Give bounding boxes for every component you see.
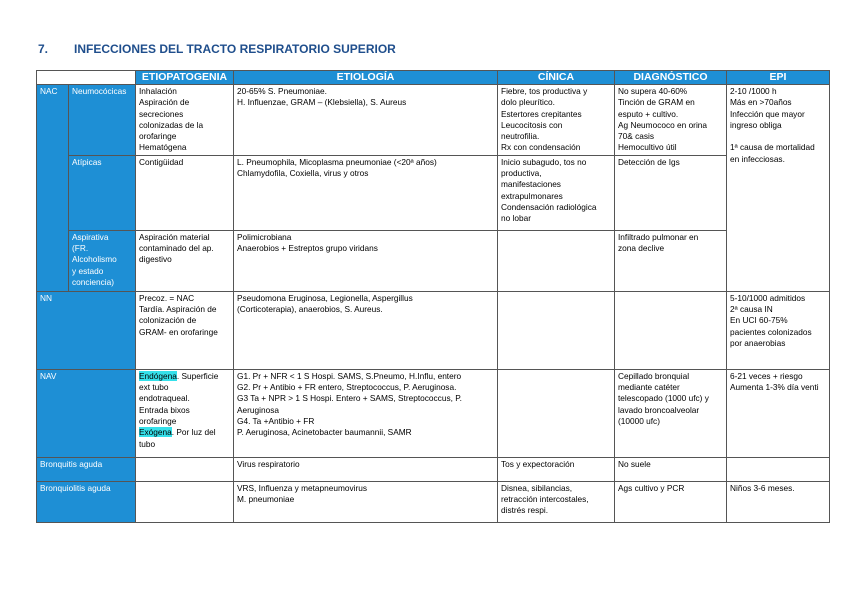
header-epi: EPI	[727, 71, 830, 85]
text-line: ingreso obliga	[730, 119, 782, 130]
text-line: pacientes colonizados	[730, 326, 812, 337]
text-line: por anaerobias	[730, 337, 786, 348]
text-line: (FR.	[72, 243, 89, 254]
text-line: Tinción de GRAM en	[618, 97, 695, 108]
text-line	[730, 131, 826, 142]
text-line: zona declive	[618, 243, 665, 254]
text-line: colonizadas de la	[139, 119, 204, 130]
cell-epi	[727, 481, 830, 522]
text-line: ext tubo	[139, 382, 169, 393]
header-diagnostico: DIAGNÓSTICO	[615, 71, 727, 85]
text-line: Fiebre, tos productiva y	[501, 86, 588, 96]
text-line: Inhalación	[139, 86, 177, 96]
cell-clinica	[498, 155, 615, 230]
text-line: orofaringe	[139, 131, 177, 142]
text-line: secreciones	[139, 108, 184, 119]
text-line: Pseudomona Eruginosa, Legionella, Aspergillus	[237, 292, 413, 303]
text-line: conciencia)	[72, 276, 114, 287]
text-line: L. Pneumophila, Micoplasma pneumoniae (<20ª años)	[237, 156, 437, 167]
cell-etiopatogenia	[136, 230, 234, 291]
row-bronquitis	[37, 457, 830, 481]
text-line: productiva,	[501, 168, 542, 179]
endogena-rest: . Superficie	[176, 370, 219, 381]
cell-diagnostico	[615, 85, 727, 156]
section-heading	[38, 42, 396, 56]
text-line: G3 Ta + NPR > 1 S Hospi. Entero + SAMS, Streptococcus, P.	[237, 393, 462, 404]
endogena-line	[139, 371, 230, 382]
cell-etiologia	[234, 291, 498, 369]
text-line: M. pneumoniae	[237, 494, 295, 505]
text-line: Tos y expectoración	[501, 458, 575, 469]
text-line: mediante catéter	[618, 382, 680, 393]
text-line: Aspiración de	[139, 97, 190, 108]
text-line: Chlamydofila, Coxiella, virus y otros	[237, 168, 369, 179]
cell-etiopatogenia	[136, 457, 234, 481]
text-line: Detección de Igs	[618, 156, 680, 167]
header-clinica: CÍNICA	[498, 71, 615, 85]
text-line: P. Aeruginosa, Acinetobacter baumannii, SAMR	[237, 427, 412, 438]
text-line: en infecciosas.	[730, 153, 785, 164]
section-title: INFECCIONES DEL TRACTO RESPIRATORIO SUPERIOR	[74, 42, 396, 56]
text-line: Cepillado bronquial	[618, 370, 690, 381]
text-line: no lobar	[501, 213, 531, 224]
text-line: Precoz. = NAC	[139, 292, 195, 303]
cell-epi	[727, 457, 830, 481]
exogena-line	[139, 427, 230, 438]
cell-diagnostico	[615, 291, 727, 369]
cell-etiologia	[234, 369, 498, 457]
text-line: y estado	[72, 265, 104, 276]
text-line: Virus respiratorio	[237, 458, 300, 469]
cell-etiologia	[234, 155, 498, 230]
text-line: Polimicrobiana	[237, 231, 292, 242]
section-number: 7.	[38, 42, 49, 56]
text-line: Niños 3-6 meses.	[730, 482, 795, 493]
text-line: Rx con condensación	[501, 142, 581, 153]
text-line: Más en >70años	[730, 97, 792, 108]
text-line: Aeruginosa	[237, 404, 279, 415]
text-line: Inicio subagudo, tos no	[501, 156, 587, 167]
cell-etiopatogenia	[136, 481, 234, 522]
row-nav	[37, 369, 830, 457]
cell-diagnostico	[615, 457, 727, 481]
cell-epi-nac	[727, 85, 830, 292]
text-line: G4. Ta +Antibio + FR	[237, 415, 315, 426]
row-nac-atipicas	[37, 155, 830, 230]
text-line: esputo + cultivo.	[618, 108, 679, 119]
text-line: Entrada bixos	[139, 404, 190, 415]
text-line: extrapulmonares	[501, 190, 563, 201]
text-line: H. Influenzae, GRAM – (Klebsiella), S. Aureus	[237, 97, 407, 108]
text-line: Disnea, sibilancias,	[501, 482, 573, 493]
row-nn	[37, 291, 830, 369]
cell-etiologia	[234, 481, 498, 522]
text-line: Hemocultivo útil	[618, 142, 677, 153]
text-line: telescopado (1000 ufc) y	[618, 393, 709, 404]
text-line: Alcoholismo	[72, 254, 117, 265]
cell-etiopatogenia	[136, 85, 234, 156]
cell-clinica	[498, 291, 615, 369]
text-line: No supera 40-60%	[618, 86, 688, 96]
text-line: lavado broncoalveolar	[618, 404, 700, 415]
text-line: Condensación radiológica	[501, 201, 597, 212]
text-line: contaminado del ap.	[139, 243, 214, 254]
endogena-highlight: Endógena	[139, 370, 177, 381]
text-line: 6-21 veces + riesgo	[730, 370, 803, 381]
text-line: Ags cultivo y PCR	[618, 482, 685, 493]
text-line: Aumenta 1-3% día venti	[730, 382, 819, 393]
cell-epi	[727, 291, 830, 369]
text-line: Contigüidad	[139, 156, 184, 167]
cell-clinica	[498, 481, 615, 522]
text-line: Infección que mayor	[730, 108, 805, 119]
cell-clinica	[498, 85, 615, 156]
infections-table	[36, 70, 830, 523]
row-nac-aspirativa	[37, 230, 830, 291]
text-line: Hematógena	[139, 142, 187, 153]
text-line: (Corticoterapia), anaerobios, S. Aureus.	[237, 304, 383, 315]
exogena-rest: . Por luz del	[171, 427, 216, 438]
text-line: dolo pleurítico.	[501, 97, 555, 108]
text-line: 70& casis	[618, 131, 654, 142]
text-line: Ag Neumococo en orina	[618, 119, 708, 130]
text-line: colonización de	[139, 315, 197, 326]
cell-clinica	[498, 230, 615, 291]
cell-etiopatogenia	[136, 155, 234, 230]
header-etiopatogenia: ETIOPATOGENIA	[136, 71, 234, 85]
cell-clinica	[498, 369, 615, 457]
group-bronquiolitis: Bronquiolitis aguda	[37, 481, 136, 522]
text-line: Aspirativa	[72, 231, 109, 242]
text-line: manifestaciones	[501, 179, 561, 190]
cell-etiologia	[234, 457, 498, 481]
header-etiologia: ETIOLOGÍA	[234, 71, 498, 85]
cell-etiologia	[234, 230, 498, 291]
row-bronquiolitis	[37, 481, 830, 522]
text-line: Estertores crepitantes	[501, 108, 582, 119]
exogena-last-line: tubo	[139, 438, 156, 449]
cell-diagnostico	[615, 230, 727, 291]
text-line: retracción intercostales,	[501, 494, 589, 505]
exogena-highlight: Exógena	[139, 427, 172, 438]
header-row	[37, 71, 830, 85]
text-line: Leucocitosis con	[501, 119, 563, 130]
group-nav: NAV	[37, 369, 136, 457]
cell-etiopatogenia	[136, 291, 234, 369]
text-line: Infiltrado pulmonar en	[618, 231, 699, 242]
text-line: No suele	[618, 458, 651, 469]
cell-clinica	[498, 457, 615, 481]
text-line: GRAM- en orofaringe	[139, 326, 218, 337]
text-line: neutrofilia.	[501, 131, 540, 142]
group-nn: NN	[37, 291, 136, 369]
text-line: (10000 ufc)	[618, 415, 660, 426]
text-line: digestivo	[139, 254, 172, 265]
group-nac: NAC	[37, 85, 69, 292]
text-line: 1ª causa de mortalidad	[730, 142, 815, 153]
cell-etiologia	[234, 85, 498, 156]
text-line: 2-10 /1000 h	[730, 86, 777, 96]
text-line: G1. Pr + NFR < 1 S Hospi. SAMS, S.Pneumo, H.Influ, entero	[237, 370, 462, 381]
text-line: distrés respi.	[501, 505, 549, 516]
text-line: Anaerobios + Estreptos grupo viridans	[237, 243, 378, 254]
text-line: endotraqueal.	[139, 393, 190, 404]
nav-etiopatogenia-lines	[139, 382, 230, 427]
text-line: En UCI 60-75%	[730, 315, 788, 326]
text-line: G2. Pr + Antibio + FR entero, Streptococcus, P. Aeruginosa.	[237, 382, 457, 393]
text-line: 20-65% S. Pneumoniae.	[237, 86, 327, 96]
text-line: 2ª causa IN	[730, 304, 773, 315]
text-line: VRS, Influenza y metapneumovirus	[237, 482, 368, 493]
header-blank	[37, 71, 136, 85]
subtype-atipicas: Atípicas	[69, 155, 136, 230]
row-nac-neumococicas	[37, 85, 830, 156]
text-line: Tardía. Aspiración de	[139, 304, 217, 315]
cell-etiopatogenia-nav	[136, 369, 234, 457]
text-line: orofaringe	[139, 415, 177, 426]
text-line: Aspiración material	[139, 231, 210, 242]
cell-epi	[727, 369, 830, 457]
group-bronquitis: Bronquitis aguda	[37, 457, 136, 481]
subtype-aspirativa	[69, 230, 136, 291]
cell-diagnostico	[615, 155, 727, 230]
cell-diagnostico	[615, 369, 727, 457]
cell-diagnostico	[615, 481, 727, 522]
text-line: 5-10/1000 admitidos	[730, 292, 806, 303]
subtype-neumococicas: Neumocócicas	[69, 85, 136, 156]
